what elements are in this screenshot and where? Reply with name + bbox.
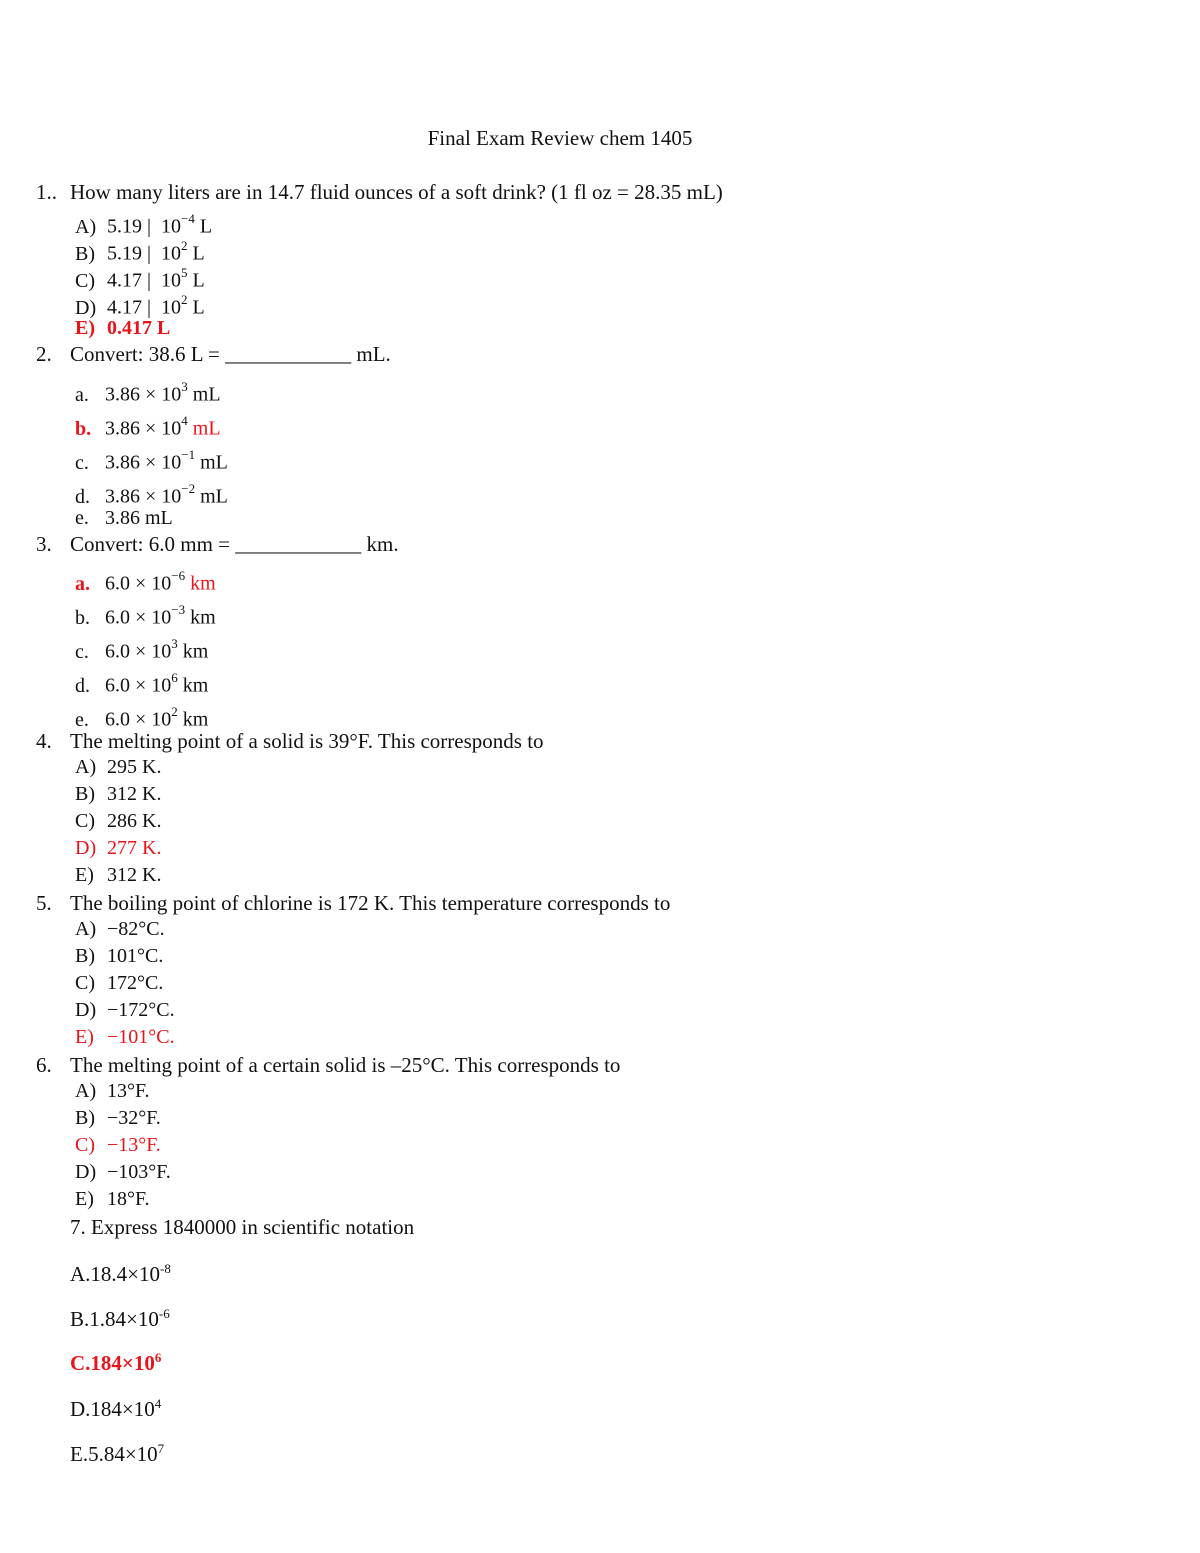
answer-option: B) 312 K. [75,783,162,805]
answer-option: B) −32°F. [75,1107,161,1129]
answer-option: e. 3.86 mL [75,507,173,529]
answer-option-correct: b. $3.86 \times 10^4$ mL [75,413,221,440]
answer-option: A) 13°F. [75,1080,150,1102]
question-text: 7. Express 1840000 in scientific notation [70,1215,415,1239]
answer-option: C) 286 K. [75,810,162,832]
question-number: 2. [36,342,52,366]
answer-option: c. $6.0 \times 10^3$ km [75,636,209,663]
page-title: Final Exam Review chem 1405 [427,126,693,150]
answer-option: e. $6.0 \times 10^2$ km [75,704,209,731]
question-number: 4. [36,729,52,753]
question-text: The melting point of a solid is 39°F. This corresponds to [70,729,544,753]
answer-option: c. $3.86 \times 10^{-1}$ mL [75,447,228,474]
answer-option: C) 4.17 | $10^5$ L [75,265,205,292]
answer-option: A) −82°C. [75,918,165,940]
answer-option: d. $3.86 \times 10^{-2}$ mL [75,481,228,508]
answer-option: B) 101°C. [75,945,164,967]
answer-option-correct: C) −13°F. [75,1134,161,1156]
answer-option: A) 295 K. [75,756,162,778]
answer-option-correct: a. $6.0 \times 10^{-6}$ km [75,568,216,595]
answer-option: $D.184\times 10^4$ [70,1396,162,1421]
question-text: The melting point of a certain solid is –25°C. This corresponds to [70,1053,621,1077]
question-number: 5. [36,891,52,915]
answer-option: D) −172°C. [75,999,175,1021]
answer-option: D) 4.17 | $10^2$ L [75,292,205,319]
answer-option: A) 5.19 | $10^{-4}$ L [75,211,213,238]
answer-option-correct: E) −101°C. [75,1026,175,1048]
question-text: Convert: 6.0 mm = ____________ km. [70,532,399,556]
answer-option: B) 5.19 | $10^2$ L [75,238,205,265]
answer-option: b. $6.0 \times 10^{-3}$ km [75,602,216,629]
answer-option-correct: E) 0.417 L [75,317,171,339]
answer-option: E) 312 K. [75,864,162,886]
answer-option: $B.1.84\times 10^{-6}$ [70,1306,170,1331]
question-number: 1.. [36,180,57,204]
answer-option: $E.5.84\times 10^7$ [70,1441,165,1466]
answer-option: a. $3.86 \times 10^3$ mL [75,379,221,406]
answer-option: E) 18°F. [75,1188,150,1210]
question-number: 3. [36,532,52,556]
answer-option: C) 172°C. [75,972,164,994]
answer-option: $A.18.4\times 10^{-8}$ [70,1261,171,1286]
question-text: The boiling point of chlorine is 172 K. This temperature corresponds to [70,891,671,915]
answer-option: D) −103°F. [75,1161,171,1183]
answer-option-correct: $C.184\times 10^6$ [70,1350,162,1375]
question-number: 6. [36,1053,52,1077]
answer-option: d. $6.0 \times 10^6$ km [75,670,209,697]
question-text: How many liters are in 14.7 fluid ounces of a soft drink? (1 fl oz = 28.35 mL) [70,180,723,204]
answer-option-correct: D) 277 K. [75,837,162,859]
question-text: Convert: 38.6 L = ____________ mL. [70,342,391,366]
